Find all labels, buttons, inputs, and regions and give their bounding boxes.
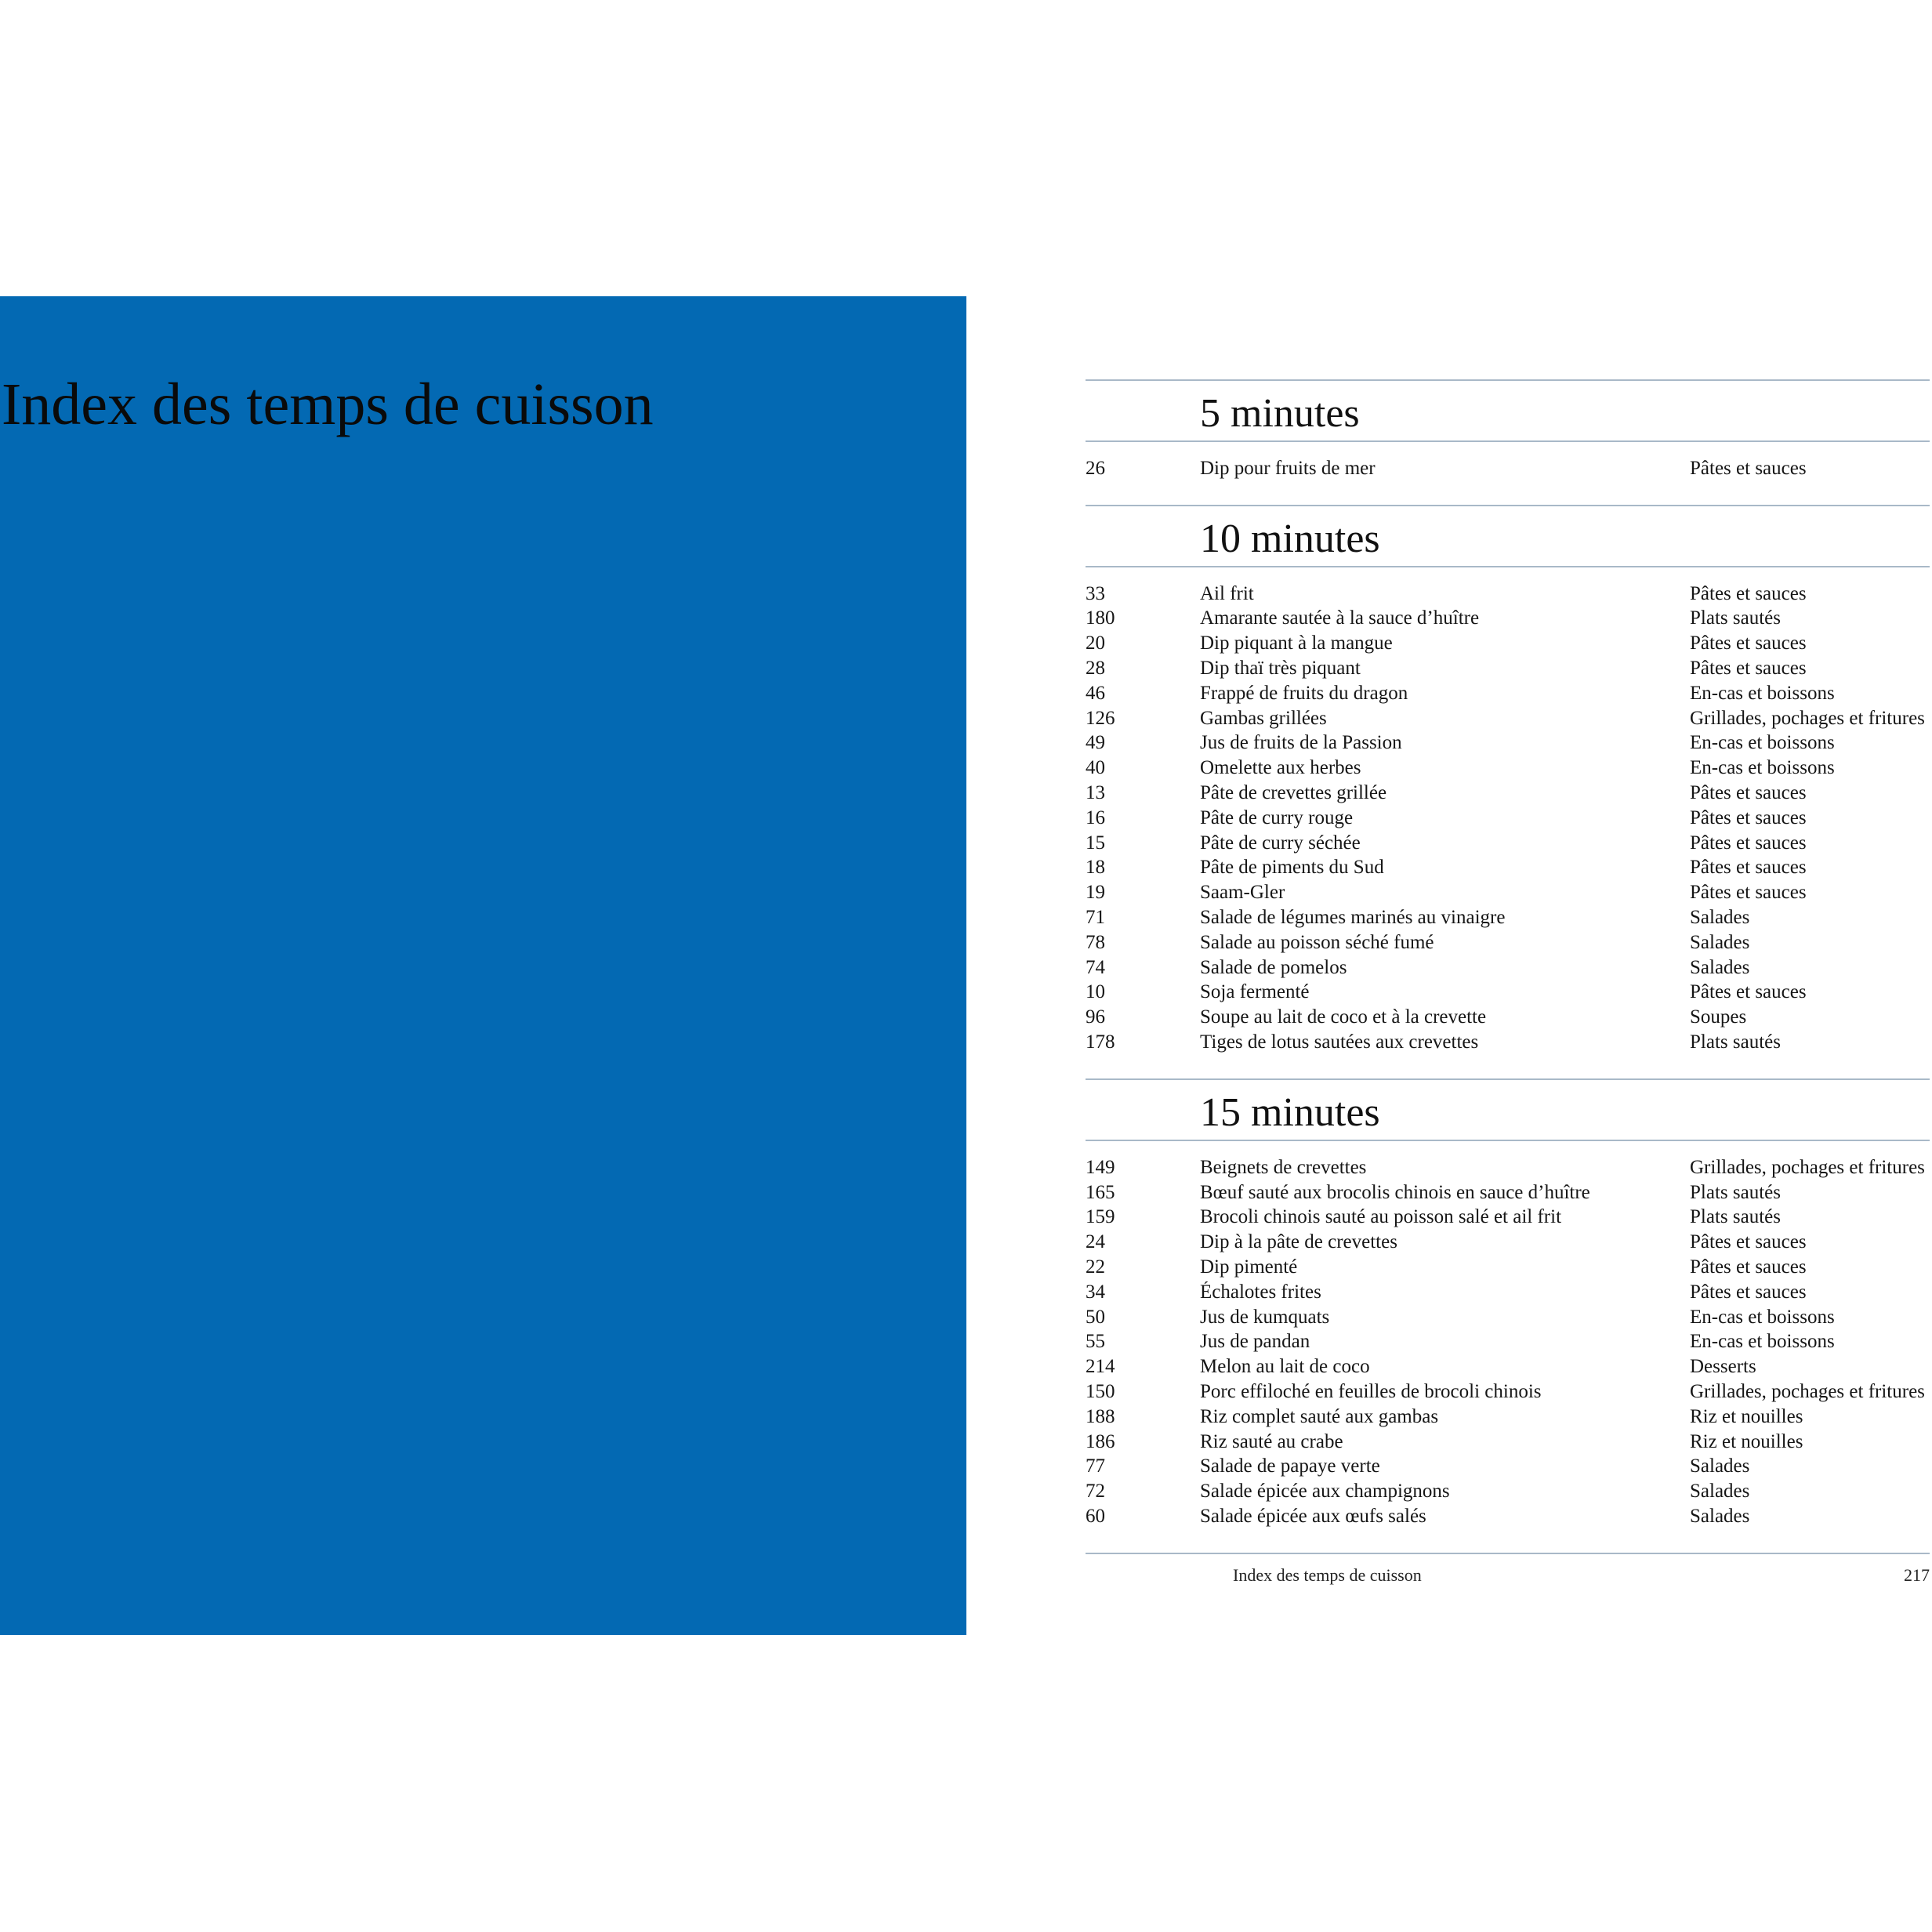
recipe-page-number: 126 [1086,707,1115,729]
index-row [1086,1255,1930,1280]
recipe-category: Pâtes et sauces [1690,807,1807,828]
recipe-name: Omelette aux herbes [1200,757,1361,779]
recipe-category: Grillades, pochages et fritures [1690,1156,1925,1178]
recipe-page-number: 188 [1086,1405,1115,1427]
recipe-category: Salades [1690,1505,1750,1527]
recipe-category: Salades [1690,1455,1750,1477]
recipe-category: Plats sautés [1690,1031,1781,1053]
index-row [1086,1379,1930,1405]
index-row [1086,1455,1930,1480]
recipe-category: Pâtes et sauces [1690,457,1807,479]
recipe-page-number: 19 [1086,882,1105,904]
index-row [1086,1155,1930,1180]
index-row [1086,806,1930,831]
recipe-name: Dip piquant à la mangue [1200,633,1393,654]
recipe-category: Pâtes et sauces [1690,857,1807,879]
recipe-page-number: 150 [1086,1381,1115,1402]
recipe-page-number: 40 [1086,757,1105,779]
recipe-page-number: 186 [1086,1430,1115,1452]
blue-title-page [0,296,966,1635]
recipe-page-number: 50 [1086,1306,1105,1328]
index-page [1086,379,1930,1601]
recipe-name: Salade de pomelos [1200,956,1347,978]
recipe-category: En-cas et boissons [1690,757,1835,779]
recipe-name: Pâte de crevettes grillée [1200,782,1387,804]
recipe-name: Bœuf sauté aux brocolis chinois en sauce d’huître [1200,1181,1590,1203]
recipe-category: Plats sautés [1690,607,1781,629]
page-title: Index des temps de cuisson [2,372,654,437]
recipe-category: Desserts [1690,1356,1756,1378]
recipe-name: Salade épicée aux œufs salés [1200,1505,1426,1527]
recipe-name: Salade épicée aux champignons [1200,1481,1450,1502]
index-row [1086,681,1930,706]
recipe-page-number: 178 [1086,1031,1115,1053]
recipe-category: Soupes [1690,1006,1747,1028]
recipe-category: Plats sautés [1690,1181,1781,1203]
recipe-page-number: 96 [1086,1006,1105,1028]
recipe-page-number: 214 [1086,1356,1115,1378]
recipe-name: Pâte de curry rouge [1200,807,1354,828]
index-section [1086,1078,1930,1553]
section-rows [1086,1141,1930,1553]
section-title: 10 minutes [1200,516,1380,561]
index-section [1086,505,1930,1078]
index-row [1086,831,1930,856]
recipe-page-number: 77 [1086,1455,1105,1477]
recipe-category: En-cas et boissons [1690,1331,1835,1353]
recipe-name: Dip pimenté [1200,1256,1298,1278]
recipe-page-number: 60 [1086,1505,1105,1527]
index-row [1086,1354,1930,1379]
index-section [1086,379,1930,505]
recipe-page-number: 26 [1086,457,1105,479]
index-row [1086,1405,1930,1430]
index-row [1086,1230,1930,1255]
recipe-category: Pâtes et sauces [1690,582,1807,604]
index-row [1086,706,1930,731]
index-row [1086,1430,1930,1455]
section-rows [1086,442,1930,505]
recipe-name: Beignets de crevettes [1200,1156,1367,1178]
recipe-name: Salade de papaye verte [1200,1455,1380,1477]
index-row [1086,582,1930,607]
recipe-page-number: 15 [1086,832,1105,854]
recipe-page-number: 28 [1086,658,1105,680]
recipe-name: Soupe au lait de coco et à la crevette [1200,1006,1487,1028]
recipe-category: Grillades, pochages et fritures [1690,707,1925,729]
index-row [1086,731,1930,756]
recipe-name: Riz sauté au crabe [1200,1430,1343,1452]
recipe-page-number: 71 [1086,907,1105,929]
recipe-page-number: 18 [1086,857,1105,879]
index-row [1086,930,1930,955]
index-row [1086,1330,1930,1355]
recipe-name: Jus de fruits de la Passion [1200,732,1402,754]
index-row [1086,781,1930,806]
recipe-page-number: 22 [1086,1256,1105,1278]
index-row [1086,1030,1930,1055]
recipe-name: Dip pour fruits de mer [1200,457,1376,479]
recipe-page-number: 34 [1086,1281,1105,1303]
index-row [1086,456,1930,481]
recipe-name: Dip à la pâte de crevettes [1200,1231,1397,1253]
page-footer [1086,1553,1930,1601]
footer-title: Index des temps de cuisson [1233,1564,1422,1585]
section-rows [1086,567,1930,1078]
recipe-category: Riz et nouilles [1690,1405,1803,1427]
index-row [1086,1005,1930,1030]
recipe-name: Melon au lait de coco [1200,1356,1370,1378]
index-row [1086,905,1930,930]
recipe-category: Salades [1690,956,1750,978]
recipe-page-number: 78 [1086,931,1105,953]
recipe-page-number: 13 [1086,782,1105,804]
recipe-name: Frappé de fruits du dragon [1200,682,1408,704]
recipe-category: Pâtes et sauces [1690,782,1807,804]
index-row [1086,1280,1930,1305]
recipe-name: Ail frit [1200,582,1254,604]
index-row [1086,631,1930,656]
recipe-page-number: 49 [1086,732,1105,754]
section-title: 15 minutes [1200,1089,1380,1135]
recipe-page-number: 46 [1086,682,1105,704]
recipe-category: Pâtes et sauces [1690,1256,1807,1278]
recipe-category: Pâtes et sauces [1690,658,1807,680]
recipe-category: Grillades, pochages et fritures [1690,1381,1925,1402]
recipe-page-number: 24 [1086,1231,1105,1253]
recipe-category: Pâtes et sauces [1690,981,1807,1003]
recipe-category: Pâtes et sauces [1690,1281,1807,1303]
recipe-category: Pâtes et sauces [1690,882,1807,904]
recipe-category: Pâtes et sauces [1690,633,1807,654]
index-row [1086,955,1930,980]
index-row [1086,1305,1930,1330]
index-row [1086,656,1930,681]
recipe-name: Dip thaï très piquant [1200,658,1361,680]
recipe-category: Salades [1690,907,1750,929]
index-row [1086,1180,1930,1205]
index-row [1086,1205,1930,1231]
recipe-name: Pâte de piments du Sud [1200,857,1384,879]
recipe-page-number: 55 [1086,1331,1105,1353]
recipe-category: En-cas et boissons [1690,682,1835,704]
recipe-page-number: 72 [1086,1481,1105,1502]
recipe-category: En-cas et boissons [1690,732,1835,754]
index-row [1086,1479,1930,1504]
recipe-page-number: 74 [1086,956,1105,978]
index-row [1086,756,1930,781]
index-row [1086,880,1930,905]
recipe-name: Brocoli chinois sauté au poisson salé et ail frit [1200,1206,1562,1228]
recipe-page-number: 20 [1086,633,1105,654]
recipe-name: Échalotes frites [1200,1281,1321,1303]
page-number: 217 [1904,1564,1930,1585]
index-row [1086,856,1930,881]
recipe-name: Salade au poisson séché fumé [1200,931,1434,953]
section-header [1086,1080,1930,1141]
recipe-category: Riz et nouilles [1690,1430,1803,1452]
recipe-name: Salade de légumes marinés au vinaigre [1200,907,1506,929]
section-title: 5 minutes [1200,391,1360,436]
section-header [1086,381,1930,442]
recipe-category: Salades [1690,1481,1750,1502]
recipe-page-number: 149 [1086,1156,1115,1178]
recipe-page-number: 33 [1086,582,1105,604]
recipe-page-number: 10 [1086,981,1105,1003]
recipe-name: Jus de pandan [1200,1331,1310,1353]
recipe-name: Gambas grillées [1200,707,1327,729]
index-row [1086,607,1930,632]
recipe-name: Pâte de curry séchée [1200,832,1361,854]
recipe-category: En-cas et boissons [1690,1306,1835,1328]
recipe-name: Tiges de lotus sautées aux crevettes [1200,1031,1479,1053]
recipe-category: Pâtes et sauces [1690,832,1807,854]
recipe-category: Plats sautés [1690,1206,1781,1228]
recipe-page-number: 165 [1086,1181,1115,1203]
index-row [1086,1504,1930,1529]
recipe-category: Pâtes et sauces [1690,1231,1807,1253]
index-row [1086,980,1930,1006]
recipe-name: Saam-Gler [1200,882,1285,904]
recipe-name: Jus de kumquats [1200,1306,1330,1328]
section-header [1086,506,1930,567]
recipe-page-number: 16 [1086,807,1105,828]
index-sections [1086,379,1930,1553]
recipe-page-number: 180 [1086,607,1115,629]
recipe-name: Riz complet sauté aux gambas [1200,1405,1439,1427]
recipe-name: Amarante sautée à la sauce d’huître [1200,607,1480,629]
recipe-category: Salades [1690,931,1750,953]
recipe-page-number: 159 [1086,1206,1115,1228]
recipe-name: Porc effiloché en feuilles de brocoli chinois [1200,1381,1542,1402]
recipe-name: Soja fermenté [1200,981,1310,1003]
